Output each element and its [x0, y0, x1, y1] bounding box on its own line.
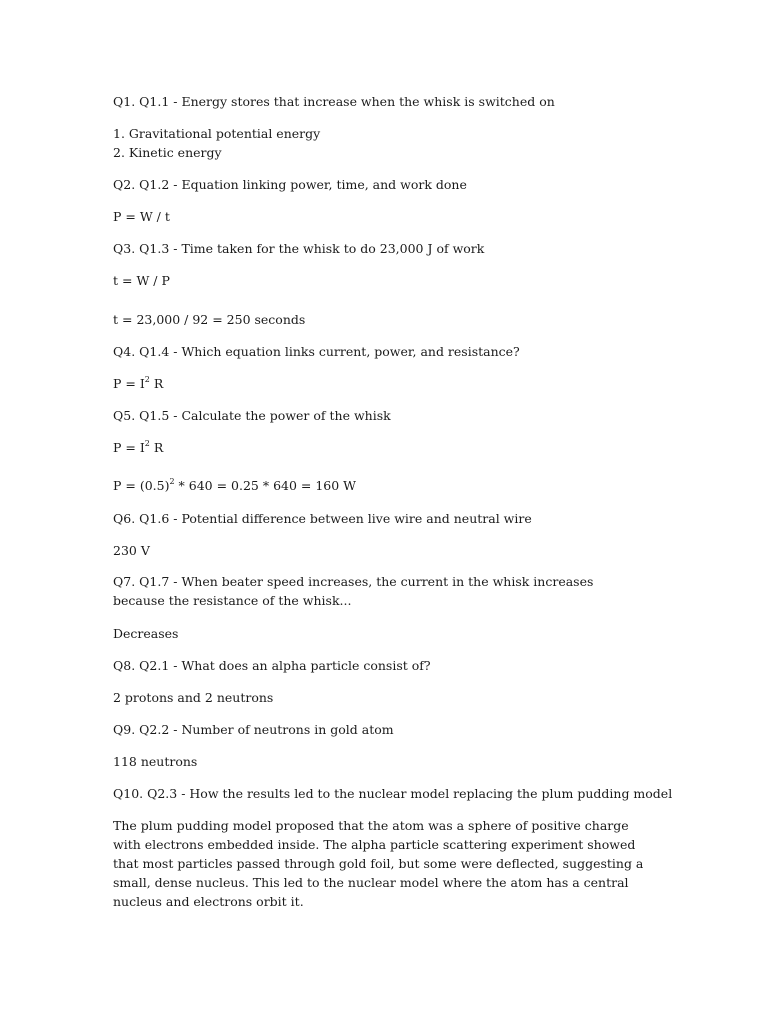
q8-answer: 2 protons and 2 neutrons	[113, 690, 274, 705]
q5-equation	[113, 438, 648, 457]
q5-calculation	[113, 476, 648, 495]
q1-prompt: Q1. Q1.1 - Energy stores that increase when the whisk is switched on	[113, 94, 555, 109]
q5-calculation-post: * 640 = 0.25 * 640 = 160 W	[174, 478, 357, 493]
q4-answer-pre: P = I	[113, 376, 145, 391]
q9-prompt: Q9. Q2.2 - Number of neutrons in gold atom	[113, 722, 394, 737]
q4-prompt: Q4. Q1.4 - Which equation links current, power, and resistance?	[113, 344, 520, 359]
q9-answer: 118 neutrons	[113, 754, 198, 769]
q4-answer-post: R	[149, 376, 164, 391]
q6-answer: 230 V	[113, 543, 150, 558]
q10-answer: The plum pudding model proposed that the atom was a sphere of positive charge with electrons embedded inside. The alpha particle scattering experiment showed that most particles passed through gold foil, but some were deflected, suggesting a small, dense nucleus. This led to the nuclear model where the atom has a central nucleus and electrons orbit it.	[113, 818, 644, 909]
q1-answer-line-2: 2. Kinetic energy	[113, 145, 222, 160]
q7-answer: Decreases	[113, 626, 179, 641]
q10-prompt: Q10. Q2.3 - How the results led to the nuclear model replacing the plum pudding model	[113, 786, 673, 801]
q3-prompt: Q3. Q1.3 - Time taken for the whisk to do 23,000 J of work	[113, 241, 485, 256]
q3-answer-line-1: t = W / P	[113, 273, 170, 288]
q1-answer-line-1: 1. Gravitational potential energy	[113, 126, 321, 141]
q3-answer-line-2: t = 23,000 / 92 = 250 seconds	[113, 312, 306, 327]
q8-prompt: Q8. Q2.1 - What does an alpha particle consist of?	[113, 658, 431, 673]
q5-equation-pre: P = I	[113, 440, 145, 455]
q5-equation-exponent: 2	[144, 438, 150, 448]
q5-prompt: Q5. Q1.5 - Calculate the power of the whisk	[113, 408, 391, 423]
q6-prompt: Q6. Q1.6 - Potential difference between live wire and neutral wire	[113, 511, 532, 526]
q2-answer: P = W / t	[113, 209, 170, 224]
q4-answer-exponent: 2	[144, 374, 150, 384]
q2-prompt: Q2. Q1.2 - Equation linking power, time, and work done	[113, 177, 467, 192]
q5-calculation-exponent: 2	[169, 476, 175, 486]
q4-answer	[113, 374, 648, 393]
q5-calculation-pre: P = (0.5)	[113, 478, 170, 493]
q5-equation-post: R	[149, 440, 164, 455]
q7-prompt: Q7. Q1.7 - When beater speed increases, the current in the whisk increases because the resistance of the whisk...	[113, 574, 594, 608]
